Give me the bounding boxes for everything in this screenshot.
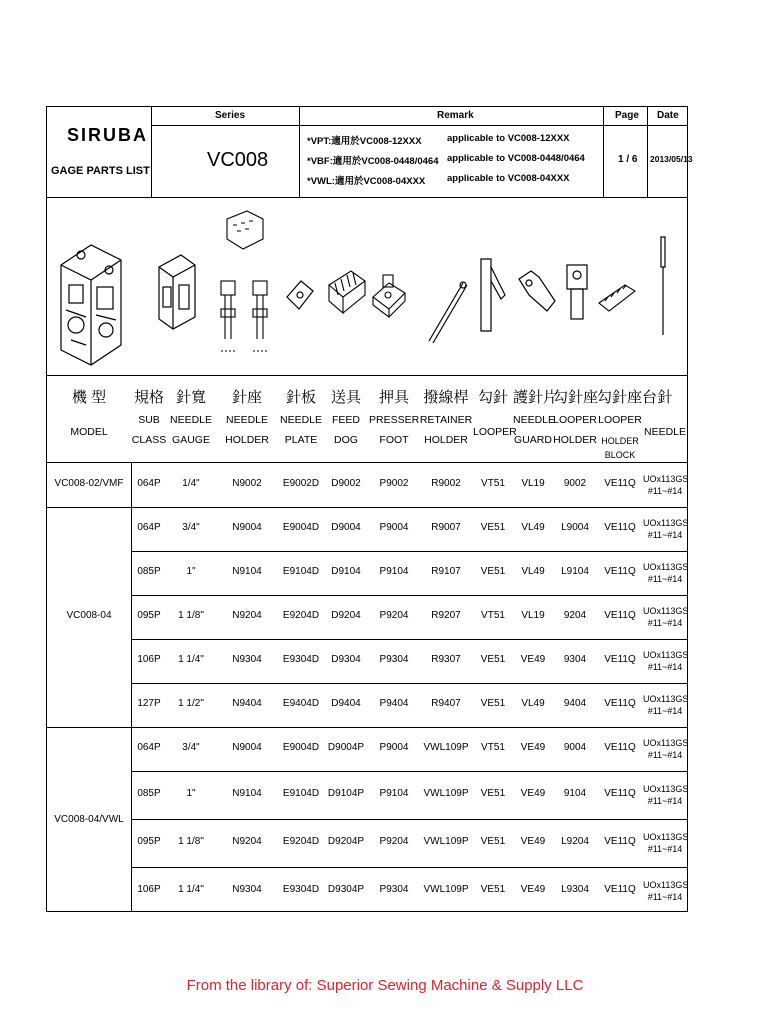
table-row [131,551,687,595]
cell-np: E9104D [282,788,320,799]
cell-gauge: 1 1/4" [178,884,204,895]
cell-pf: P9004 [379,522,409,533]
cell-lh: L9104 [561,566,589,577]
cell-sub: 085P [137,566,161,577]
cell-ng: VE49 [520,884,546,895]
cell-hb: VE11Q [604,788,636,799]
cell-lh: 9204 [563,610,587,621]
cell-lh: 9404 [563,698,587,709]
cell-lh: 9104 [563,788,587,799]
cell-pf: P9204 [379,610,409,621]
cell-ng: VL49 [521,522,545,533]
column-header-cn: 機 型 [71,389,107,406]
cell-hb: VE11Q [604,478,636,489]
column-header [597,376,658,462]
cell-sub: 127P [137,698,161,709]
needle-plate-illustration [283,273,317,317]
cell-needle: UOx113GS #11~#14 [643,606,689,628]
cell-fd: D9204 [331,610,361,621]
series-value: VC008 [207,149,269,171]
cell-fd: D9204P [327,836,365,847]
column-header-en: HOLDER BLOCK [601,436,639,460]
cell-lp: VT51 [481,478,505,489]
cell-pf: P9104 [379,566,409,577]
column-header [553,376,597,462]
cell-lp: VT51 [481,610,505,621]
column-header-en: CLASS [131,434,167,446]
cell-fd: D9104P [327,788,365,799]
cell-needle: UOx113GS #11~#14 [643,694,689,716]
cell-gauge: 1 1/2" [178,698,204,709]
parts-illustration-strip [47,197,687,375]
column-header [47,376,131,462]
column-header-cn: 撥線桿 [423,389,469,406]
cell-gauge: 3/4" [182,742,200,753]
cell-sub: 095P [137,610,161,621]
cell-nh: N9304 [232,654,262,665]
cell-lp: VE51 [480,884,506,895]
cell-rh: R9207 [431,610,461,621]
column-header [369,376,419,462]
cell-rh: VWL109P [423,884,469,895]
cell-rh: R9307 [431,654,461,665]
column-header [643,376,687,462]
library-footer: From the library of: Superior Sewing Machine & Supply LLC [186,977,584,994]
brand-logo: SIRUBA [67,125,149,145]
looper-holder-illustration [561,261,593,323]
cell-hb: VE11Q [604,522,636,533]
column-header [167,376,215,462]
cell-gauge: 3/4" [182,522,200,533]
table-row [131,819,687,867]
table-row [131,683,687,727]
cell-ng: VL19 [521,610,545,621]
table-row [131,507,687,551]
cell-rh: R9107 [431,566,461,577]
column-header-en: LOOPER [553,414,597,426]
looper-holder-block-illustration [595,277,639,317]
cell-pf: P9204 [379,836,409,847]
column-header-cn: 針座 [231,389,262,406]
cell-needle: UOx113GS #11~#14 [643,832,689,854]
cell-needle: UOx113GS #11~#14 [643,518,689,540]
cell-nh: N9104 [232,788,262,799]
cell-lp: VE51 [480,698,506,709]
table-row [131,595,687,639]
column-header-en: FEED [331,414,360,426]
cell-sub: 085P [137,788,161,799]
cell-fd: D9304P [327,884,365,895]
retainer-holder-illustration [423,277,469,347]
cell-hb: VE11Q [604,654,636,665]
cell-np: E9002D [282,478,320,489]
column-header-cn: 勾針 [477,389,508,406]
cell-lp: VE51 [480,654,506,665]
column-header-en: HOLDER [424,434,468,446]
remark-label: Remark [437,110,474,121]
cell-nh: N9404 [232,698,262,709]
table-row [131,771,687,819]
cell-ng: VE49 [520,836,546,847]
parts-table-body [47,463,687,911]
machine-illustration [51,225,131,371]
model-name: VC008-04 [66,610,112,621]
table-row [131,727,687,771]
cell-gauge: 1" [186,788,196,799]
column-header-cn: 勾針座台 [597,389,658,406]
column-header-cn: 針板 [285,389,316,406]
remark-code: *VPT:適用於VC008-12XXX [307,136,422,147]
cell-nh: N9304 [232,884,262,895]
cell-rh: VWL109P [423,742,469,753]
model-name: VC008-04/VWL [54,814,124,825]
cell-fd: D9404 [331,698,361,709]
document-title: GAGE PARTS LIST [51,165,150,177]
cell-pf: P9404 [379,698,409,709]
cell-ng: VE49 [520,788,546,799]
cell-ng: VE49 [520,654,546,665]
column-header [215,376,279,462]
cell-lh: 9002 [563,478,587,489]
cell-lp: VE51 [480,788,506,799]
cell-lh: 9004 [563,742,587,753]
cell-fd: D9104 [331,566,361,577]
table-row [131,463,687,507]
column-header [473,376,517,462]
cell-pf: P9002 [379,478,409,489]
remark-desc: applicable to VC008-04XXX [447,173,570,184]
cell-sub: 064P [137,742,161,753]
cell-pf: P9304 [379,884,409,895]
cell-lh: L9004 [561,522,589,533]
column-header-en: DOG [334,434,358,446]
cell-lh: 9304 [563,654,587,665]
cell-nh: N9104 [232,566,262,577]
page-value: 1 / 6 [618,154,638,165]
cell-nh: N9004 [232,742,262,753]
cell-needle: UOx113GS #11~#14 [643,784,689,806]
cell-hb: VE11Q [604,884,636,895]
column-header-en: NEEDLE [643,426,686,438]
cell-needle: UOx113GS #11~#14 [643,880,689,902]
cell-sub: 064P [137,478,161,489]
column-header-en: PLATE [284,434,318,446]
needle-guard-illustration [515,267,559,317]
cell-np: E9204D [282,836,320,847]
cell-ng: VL49 [521,698,545,709]
cell-nh: N9204 [232,610,262,621]
table-row [131,867,687,915]
cell-lh: L9304 [561,884,589,895]
cell-hb: VE11Q [604,566,636,577]
column-header [131,376,167,462]
cell-rh: VWL109P [423,836,469,847]
model-name: VC008-02/VMF [54,478,124,489]
column-header-en: NEEDLE [225,414,268,426]
remark-desc: applicable to VC008-12XXX [447,133,570,144]
cell-rh: R9007 [431,522,461,533]
column-header-en: LOOPER [598,414,642,426]
cell-nh: N9004 [232,522,262,533]
date-label: Date [657,110,679,121]
cell-np: E9104D [282,566,320,577]
column-header-row [47,375,687,463]
column-header-en: MODEL [70,426,108,438]
table-row [131,639,687,683]
feed-dog-illustration [323,265,369,325]
cell-hb: VE11Q [604,698,636,709]
cell-fd: D9002 [331,478,361,489]
cell-sub: 095P [137,836,161,847]
cell-gauge: 1 1/8" [178,610,204,621]
presser-foot-illustration [369,271,409,321]
cell-needle: UOx113GS #11~#14 [643,474,689,496]
column-header-cn: 押具 [378,389,409,406]
column-header-en: NEEDLE [169,414,212,426]
remark-desc: applicable to VC008-0448/0464 [447,153,585,164]
cell-fd: D9004 [331,522,361,533]
cell-rh: VWL109P [423,788,469,799]
sheet-header [47,107,693,198]
cell-pf: P9304 [379,654,409,665]
cell-needle: UOx113GS #11~#14 [643,650,689,672]
date-value: 2013/05/13 [650,154,693,164]
cell-gauge: 1 1/4" [178,654,204,665]
cell-gauge: 1" [186,566,196,577]
cell-ng: VL19 [521,478,545,489]
column-header-en: FOOT [379,434,409,446]
page-label: Page [615,110,639,121]
column-header-en: RETAINER [419,414,473,426]
cell-needle: UOx113GS #11~#14 [643,738,689,760]
cell-nh: N9002 [232,478,262,489]
cell-rh: R9002 [431,478,461,489]
cell-np: E9404D [282,698,320,709]
cell-hb: VE11Q [604,742,636,753]
cell-np: E9304D [282,884,320,895]
remark-code: *VBF:適用於VC008-0448/0464 [307,156,439,167]
cell-sub: 064P [137,522,161,533]
needle-holder-illustration [151,247,201,337]
cell-nh: N9204 [232,836,262,847]
column-header [419,376,473,462]
column-header-en: GUARD [514,434,552,446]
cell-sub: 106P [137,884,161,895]
looper-illustration [475,255,509,335]
series-label: Series [215,110,246,121]
cell-gauge: 1 1/8" [178,836,204,847]
cell-ng: VL49 [521,566,545,577]
cell-sub: 106P [137,654,161,665]
gage-parts-sheet [46,106,693,912]
column-header-en: GAUGE [172,434,210,446]
needle-illustration [657,235,669,339]
cell-lp: VE51 [480,836,506,847]
column-header [513,376,559,462]
cell-rh: R9407 [431,698,461,709]
cell-lp: VE51 [480,566,506,577]
cell-np: E9304D [282,654,320,665]
cell-np: E9204D [282,610,320,621]
needle-clamp-illustration [217,209,273,369]
column-header-en: SUB [138,414,160,426]
cell-pf: P9004 [379,742,409,753]
column-header-en: HOLDER [225,434,269,446]
column-header-cn: 針 [657,389,673,406]
cell-needle: UOx113GS #11~#14 [643,562,689,584]
cell-hb: VE11Q [604,610,636,621]
cell-gauge: 1/4" [182,478,200,489]
cell-lp: VE51 [480,522,506,533]
column-header-cn: 規格 [133,389,164,406]
column-header-en: PRESSER [369,414,420,426]
column-header-cn: 護針片 [513,389,559,406]
column-header-cn: 勾針座 [553,389,599,406]
column-header-en: NEEDLE [513,414,556,426]
remark-code: *VWL:適用於VC008-04XXX [307,176,426,187]
cell-lh: L9204 [561,836,589,847]
cell-fd: D9004P [327,742,365,753]
column-header-en: NEEDLE [279,414,322,426]
cell-fd: D9304 [331,654,361,665]
column-header-cn: 送具 [330,389,361,406]
cell-pf: P9104 [379,788,409,799]
cell-ng: VE49 [520,742,546,753]
column-header-en: LOOPER [473,426,517,438]
cell-hb: VE11Q [604,836,636,847]
column-header-en: HOLDER [553,434,597,446]
column-header [279,376,323,462]
cell-lp: VT51 [481,742,505,753]
column-header [323,376,369,462]
cell-np: E9004D [282,742,320,753]
column-header-cn: 針寬 [175,389,206,406]
cell-np: E9004D [282,522,320,533]
